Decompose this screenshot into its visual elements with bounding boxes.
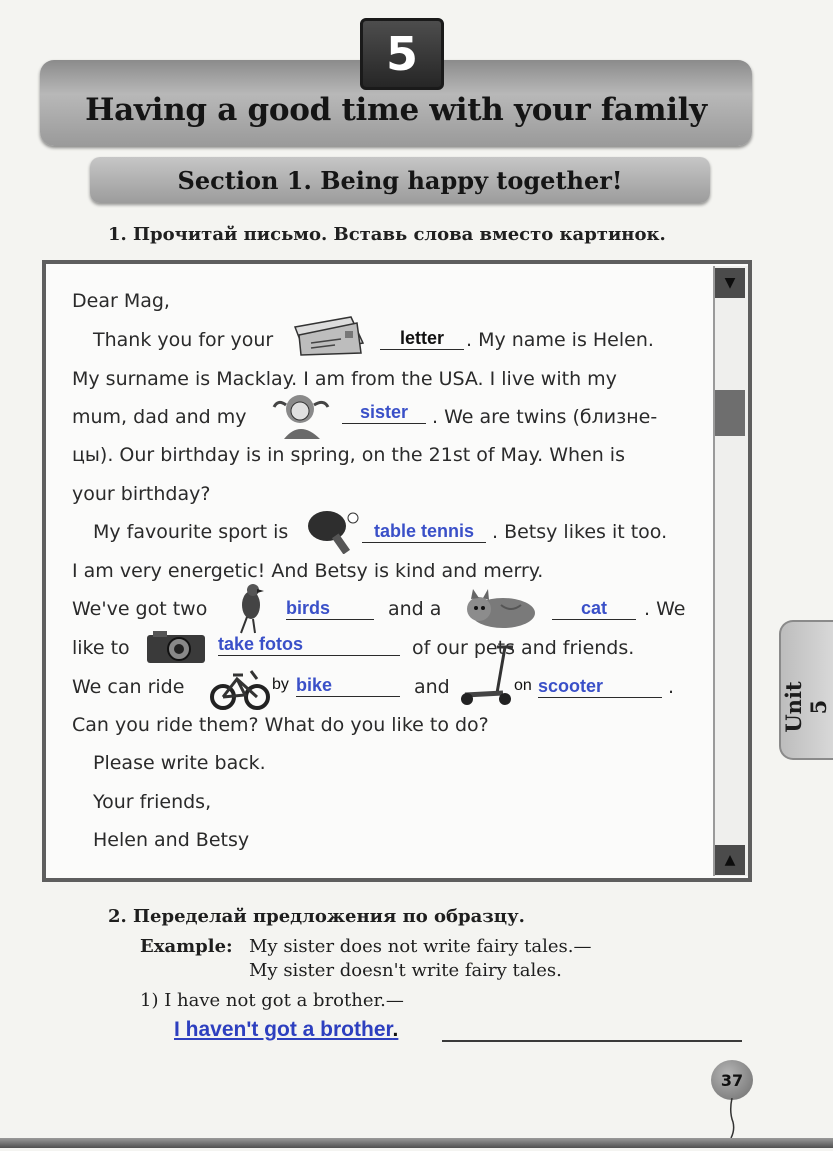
letter-line: . We [644,598,686,620]
balloon-string [729,1098,735,1138]
letter-line: My surname is Macklay. I am from the USA. I live with my [72,368,617,390]
envelope-letter-icon [290,312,370,358]
bicycle-icon [208,664,272,712]
letter-line: . We are twins (близне- [432,406,658,428]
girl-sister-icon [268,390,334,440]
scooter-icon [456,642,520,708]
task2-answer-period: . [392,1018,399,1041]
letter-line: . [668,676,675,698]
answer-table-tennis[interactable]: table tennis [362,520,486,543]
letter-line: Can you ride them? What do you like to do? [72,714,489,736]
answer-bike[interactable]: bike [296,674,400,697]
letter-line: I am very energetic! And Betsy is kind and merry. [72,560,544,582]
task1-instruction: 1. Прочитай письмо. Вставь слова вместо картинок. [108,224,666,245]
answer-sister[interactable]: sister [342,401,426,424]
letter-line: and a [388,598,442,620]
answer-line [442,1040,742,1042]
camera-icon [144,628,208,666]
letter-closing: Your friends, [93,791,212,813]
preposition-by: by [272,676,289,693]
letter-line: mum, dad and my [72,406,247,428]
page-title: Having a good time with your family [85,92,707,128]
letter-line: . Betsy likes it too. [492,521,668,543]
letter-signature: Helen and Betsy [93,829,250,851]
table-tennis-racket-icon [302,505,364,555]
letter-line: . My name is Helen. [466,329,654,351]
answer-letter[interactable]: letter [380,327,464,350]
letter-line: цы). Our birthday is in spring, on the 21st of May. When is [72,444,625,466]
letter-line: We've got two [72,598,208,620]
letter-line: your birthday? [72,483,211,505]
task2-answer[interactable] [174,1018,398,1042]
letter-line: My favourite sport is [93,521,289,543]
letter-closing: Please write back. [93,752,266,774]
cat-icon [460,586,542,632]
scrollbar-track[interactable] [713,266,748,876]
answer-take-fotos[interactable]: take fotos [218,633,400,656]
scrollbar-thumb[interactable] [715,390,745,436]
letter-greeting: Dear Mag, [72,290,170,312]
scroll-up-arrow-icon[interactable]: ▼ [715,268,745,298]
answer-birds[interactable]: birds [286,597,374,620]
section-title: Section 1. Being happy together! [90,157,710,203]
page-edge-shadow [0,1138,833,1148]
preposition-on: on [514,677,532,694]
unit-side-tab-label: Unit 5 [781,681,831,733]
example-line: My sister doesn't write fairy tales. [249,960,562,981]
letter-line: and [414,676,450,698]
answer-scooter[interactable]: scooter [538,675,662,698]
scroll-down-arrow-icon[interactable]: ▲ [715,845,745,875]
task2-instruction: 2. Переделай предложения по образцу. [108,906,525,927]
example-line: My sister does not write fairy tales.— [249,936,592,957]
answer-cat[interactable]: cat [552,597,636,620]
letter-line: like to [72,637,130,659]
letter-line: of our pets and friends. [412,637,635,659]
letter-line: Thank you for your [93,329,274,351]
unit-number-badge: 5 [360,18,444,90]
example-label: Example: [140,936,233,957]
task2-answer-text: I haven't got a brother [174,1018,393,1041]
task2-item: 1) I have not got a brother.— [140,990,404,1011]
letter-line: We can ride [72,676,185,698]
bird-icon [230,580,270,636]
page-number: 37 [711,1060,753,1100]
